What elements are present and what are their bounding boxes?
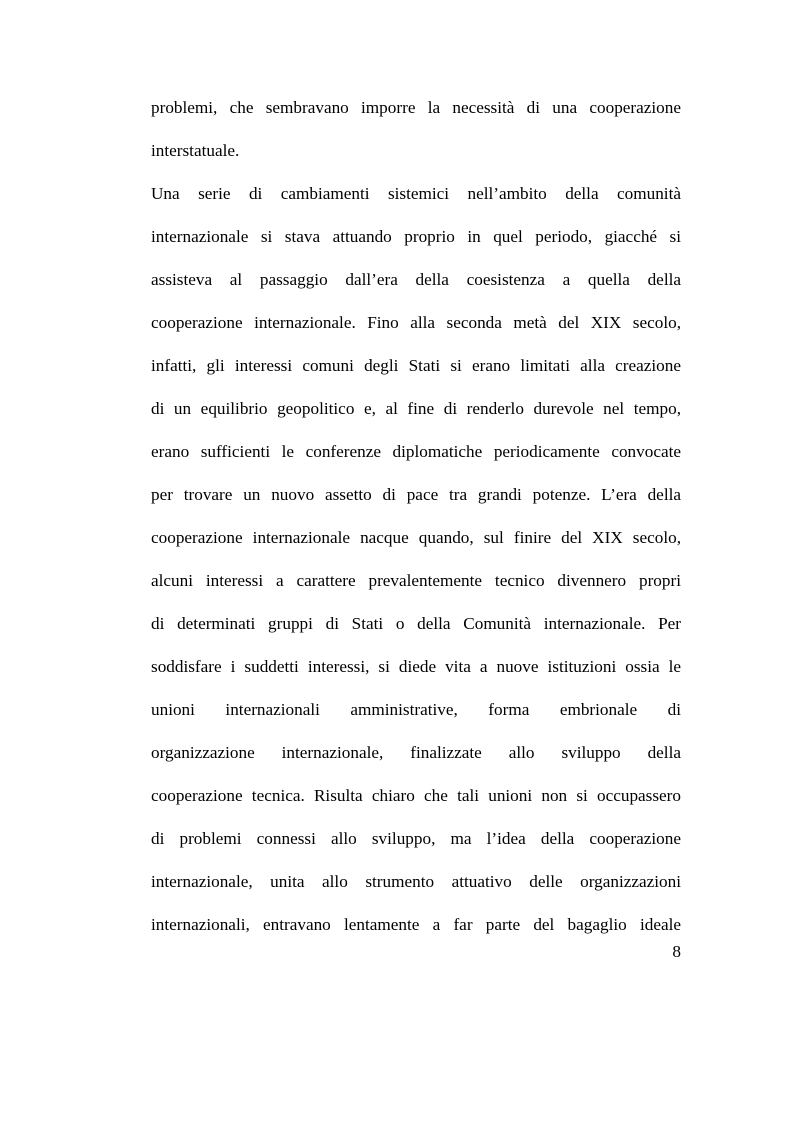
page-number: 8: [672, 942, 681, 961]
text-line: soddisfare i suddetti interessi, si diede vita a nuove istituzioni ossia le: [151, 657, 681, 676]
text-line: internazionale si stava attuando proprio in quel periodo, giacché si: [151, 227, 681, 246]
text-line: organizzazione internazionale, finalizzate allo sviluppo della: [151, 743, 681, 762]
text-line: cooperazione tecnica. Risulta chiaro che tali unioni non si occupassero: [151, 786, 681, 805]
text-line: Una serie di cambiamenti sistemici nell’ambito della comunità: [151, 184, 681, 203]
text-line: unioni internazionali amministrative, forma embrionale di: [151, 700, 681, 719]
text-line: interstatuale.: [151, 141, 240, 160]
text-line: per trovare un nuovo assetto di pace tra grandi potenze. L’era della: [151, 485, 681, 504]
text-line: di problemi connessi allo sviluppo, ma l’idea della cooperazione: [151, 829, 681, 848]
text-line: cooperazione internazionale nacque quando, sul finire del XIX secolo,: [151, 528, 681, 547]
text-line: infatti, gli interessi comuni degli Stati si erano limitati alla creazione: [151, 356, 681, 375]
text-line: di determinati gruppi di Stati o della Comunità internazionale. Per: [151, 614, 681, 633]
text-line: assisteva al passaggio dall’era della coesistenza a quella della: [151, 270, 681, 289]
text-line: problemi, che sembravano imporre la necessità di una cooperazione: [151, 98, 681, 117]
text-line: cooperazione internazionale. Fino alla seconda metà del XIX secolo,: [151, 313, 681, 332]
body-text: [151, 90, 681, 950]
text-line: alcuni interessi a carattere prevalentemente tecnico divennero propri: [151, 571, 681, 590]
text-line: internazionali, entravano lentamente a far parte del bagaglio ideale: [151, 915, 681, 934]
text-line: erano sufficienti le conferenze diplomatiche periodicamente convocate: [151, 442, 681, 461]
text-line: di un equilibrio geopolitico e, al fine di renderlo durevole nel tempo,: [151, 399, 681, 418]
text-line: internazionale, unita allo strumento attuativo delle organizzazioni: [151, 872, 681, 891]
